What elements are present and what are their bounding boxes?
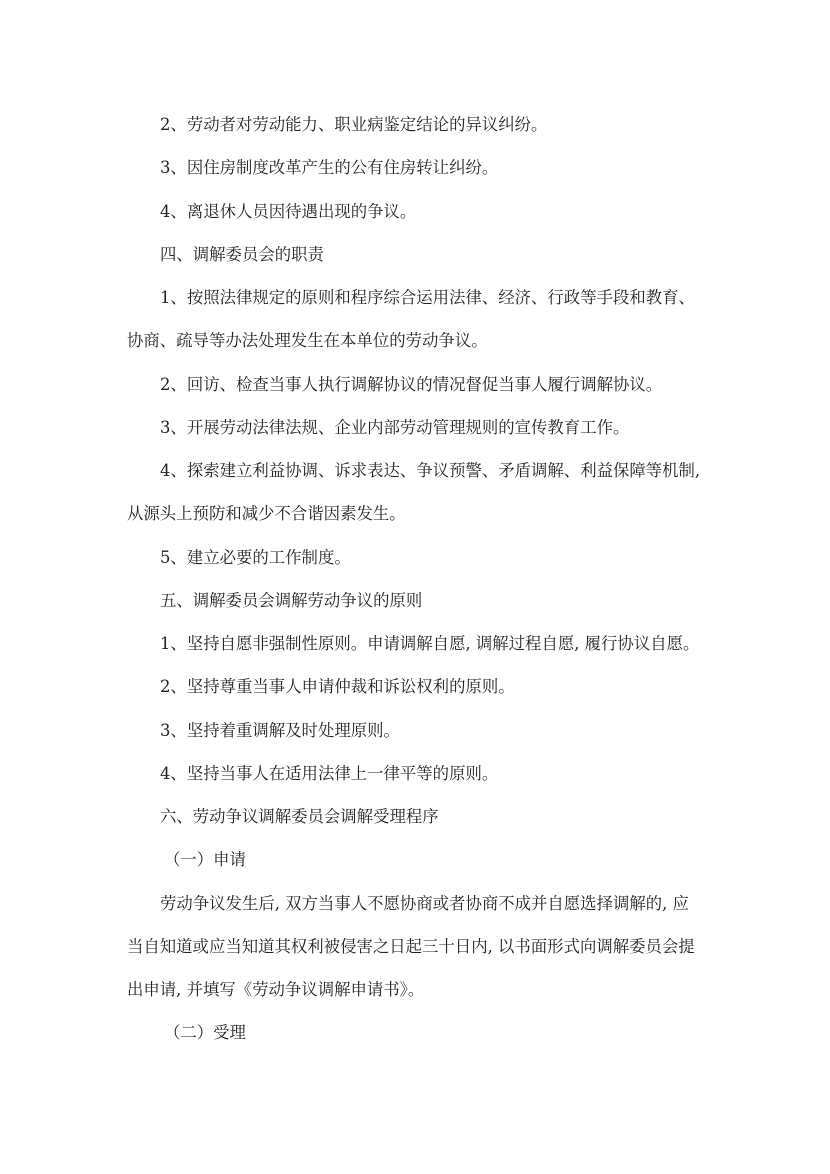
text-line: 协商、疏导等办法处理发生在本单位的劳动争议。 [127, 331, 488, 351]
text-line: 1、坚持自愿非强制性原则。申请调解自愿, 调解过程自愿, 履行协议自愿。 [160, 634, 700, 653]
text-line: 出申请, 并填写《劳动争议调解申请书》。 [127, 980, 425, 999]
text-line: 2、劳动者对劳动能力、职业病鉴定结论的异议纠纷。 [160, 115, 548, 134]
text-line: 3、坚持着重调解及时处理原则。 [160, 720, 400, 740]
text-line: 五、调解委员会调解劳动争议的原则 [160, 590, 423, 610]
text-line: 3、开展劳动法律法规、企业内部劳动管理规则的宣传教育工作。 [160, 417, 630, 437]
text-line: 2、回访、检查当事人执行调解协议的情况督促当事人履行调解协议。 [160, 374, 663, 394]
text-line: 4、探索建立利益协调、诉求表达、争议预警、矛盾调解、利益保障等机制, [160, 461, 701, 480]
text-line: 2、坚持尊重当事人申请仲裁和诉讼权利的原则。 [160, 677, 515, 697]
text-line: 劳动争议发生后, 双方当事人不愿协商或者协商不成并自愿选择调解的, 应 [160, 893, 689, 913]
document-body [127, 103, 717, 1055]
text-line: 当自知道或应当知道其权利被侵害之日起三十日内, 以书面形式向调解委员会提 [127, 936, 695, 956]
text-line: 3、因住房制度改革产生的公有住房转让纠纷。 [160, 158, 499, 178]
text-line: （一）申请 [164, 850, 246, 870]
text-line: 4、离退休人员因待遇出现的争议。 [160, 201, 417, 221]
text-line: 1、按照法律规定的原则和程序综合运用法律、经济、行政等手段和教育、 [160, 288, 695, 307]
text-line: （二）受理 [164, 1023, 246, 1043]
text-line: 六、劳动争议调解委员会调解受理程序 [160, 807, 439, 826]
text-line: 从源头上预防和减少不合谐因素发生。 [127, 504, 406, 524]
text-line: 5、建立必要的工作制度。 [160, 547, 351, 567]
text-line: 4、坚持当事人在适用法律上一律平等的原则。 [160, 763, 499, 783]
text-line: 四、调解委员会的职责 [160, 244, 324, 264]
